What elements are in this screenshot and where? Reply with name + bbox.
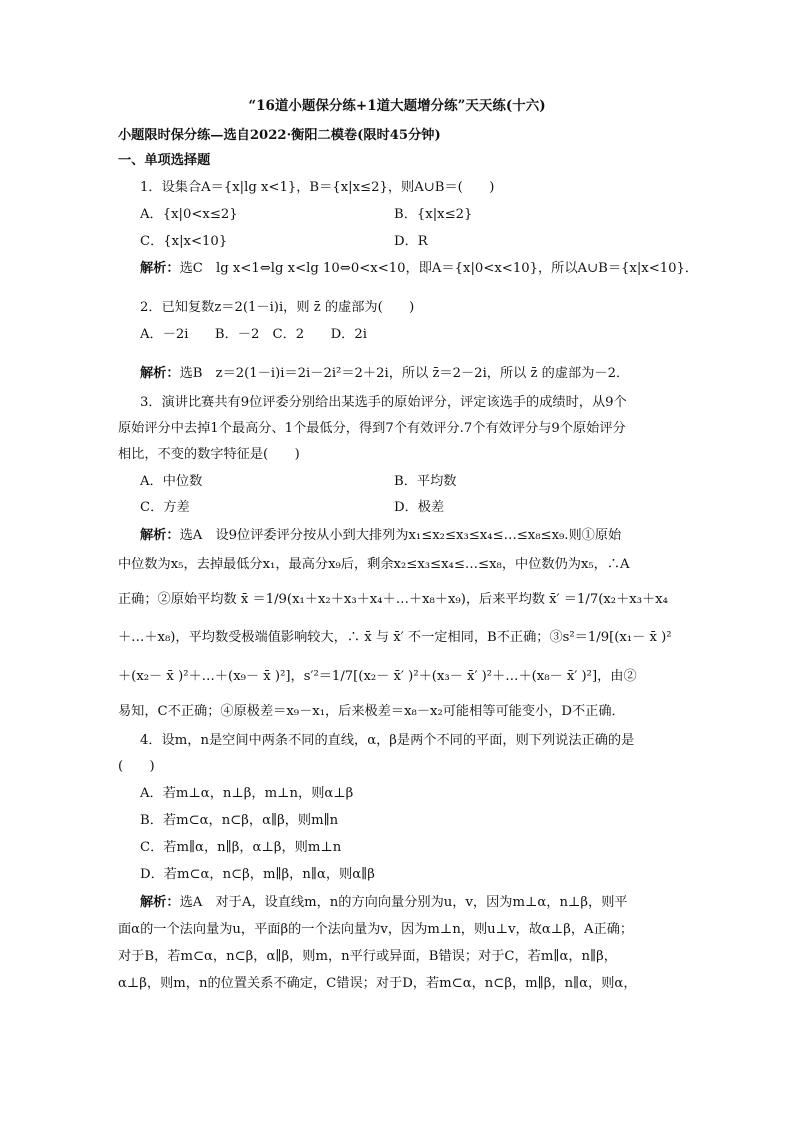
q3-solution-line2: 中位数为x₅，去掉最低分x₁，最高分x₉后，剩余x₂≤x₃≤x₄≤…≤x₈，中位数仍为x₅，∴A — [118, 557, 630, 572]
q4-stem-line2: ( ) — [118, 759, 155, 774]
q3-solution-line5: ＋(x₂－ x̄ )²＋…＋(x₉－ x̄ )²]，s′²＝1/7[(x₂－ x̄′ )²＋(x₃－ x̄′ )²＋…＋(x₈－ x̄′ )²]，由② — [118, 669, 637, 684]
q3-stem-line1: 3．演讲比赛共有9位评委分别给出某选手的原始评分，评定该选手的成绩时，从9个 — [140, 395, 627, 410]
solution-label: 解析： — [140, 261, 180, 276]
q4-solution-line3: 对于B，若m⊂α，n⊂β，α∥β，则m，n平行或异面，B错误；对于C，若m∥α，n∥β， — [118, 949, 617, 964]
q3-stem-line2: 原始评分中去掉1个最高分、1个最低分，得到7个有效评分.7个有效评分与9个原始评分 — [118, 421, 626, 436]
q4-solution-line1 — [140, 893, 628, 913]
section-heading: 一、单项选择题 — [118, 153, 211, 168]
q4-option-d: D．若m⊂α，n⊂β，m∥β，n∥α，则α∥β — [140, 867, 375, 882]
solution-label: 解析： — [140, 366, 180, 381]
q3-solution-line3: 正确；②原始平均数 x̄ ＝1/9(x₁＋x₂＋x₃＋x₄＋…＋x₈＋x₉)，后来平均数 x̄′ ＝1/7(x₂＋x₃＋x₄ — [118, 592, 668, 607]
q1-option-c: C．{x|x<10} — [140, 234, 228, 249]
page-title: “16道小题保分练+1道大题增分练”天天练(十六) — [248, 98, 546, 114]
q2-solution-text: 选B z＝2(1－i)i＝2i－2i²＝2＋2i，所以 z̄＝2－2i，所以 z̄ 的虚部为－2． — [179, 366, 630, 381]
q3-option-b: B．平均数 — [394, 474, 457, 489]
q3-option-d: D．极差 — [394, 500, 445, 515]
q4-option-a: A．若m⊥α，n⊥β，m⊥n，则α⊥β — [140, 786, 354, 801]
solution-label: 解析： — [140, 528, 180, 543]
page-subtitle: 小题限时保分练—选自2022·衡阳二模卷(限时45分钟) — [118, 128, 441, 143]
q3-solution-line4: ＋…＋x₈)，平均数受极端值影响较大，∴ x̄ 与 x̄′ 不一定相同，B不正确；③s²＝1/9[(x₁－ x̄ )² — [118, 630, 672, 645]
q1-option-b: B．{x|x≤2} — [394, 207, 473, 222]
q4-solution-line4: α⊥β，则m，n的位置关系不确定，C错误；对于D，若m⊂α，n⊂β，m∥β，n∥α，则α， — [118, 976, 637, 991]
q1-option-a: A．{x|0<x≤2} — [140, 207, 238, 222]
q3-solution-text: 选A 设9位评委评分按从小到大排列为x₁≤x₂≤x₃≤x₄≤…≤x₈≤x₉.则①原始 — [179, 528, 622, 543]
q4-solution-line2: 面α的一个法向量为u，平面β的一个法向量为v，因为m⊥n，则u⊥v，故α⊥β，A正确； — [118, 922, 634, 937]
q3-solution-line6: 易知，C不正确；④原极差＝x₉－x₁，后来极差＝x₈－x₂可能相等可能变小，D不正确． — [118, 704, 625, 719]
q4-solution-text: 选A 对于A，设直线m，n的方向向量分别为u，v，因为m⊥α，n⊥β，则平 — [179, 895, 628, 910]
q3-option-a: A．中位数 — [140, 474, 203, 489]
q4-option-c: C．若m∥α，n∥β，α⊥β，则m⊥n — [140, 840, 342, 855]
q3-solution-line1 — [140, 526, 621, 546]
q1-solution — [140, 259, 698, 279]
q1-option-d: D．R — [394, 234, 428, 249]
q2-stem: 2．已知复数z＝2(1－i)i，则 z̄ 的虚部为( ) — [140, 300, 415, 315]
q1-stem: 1．设集合A＝{x|lg x<1}，B＝{x|x≤2}，则A∪B＝( ) — [140, 180, 495, 195]
q3-option-c: C．方差 — [140, 500, 190, 515]
q4-stem-line1: 4．设m，n是空间中两条不同的直线，α，β是两个不同的平面，则下列说法正确的是 — [140, 733, 635, 748]
solution-label: 解析： — [140, 895, 180, 910]
q4-option-b: B．若m⊂α，n⊂β，α∥β，则m∥n — [140, 813, 339, 828]
q2-options: A．－2i B．－2 C．2 D．2i — [140, 327, 367, 342]
q2-solution — [140, 364, 629, 384]
q1-solution-text: 选C lg x<1⇔lg x<lg 10⇔0<x<10，即A＝{x|0<x<10}，所以A∪B＝{x|x<10}． — [179, 261, 699, 276]
q3-stem-line3: 相比，不变的数字特征是( ) — [118, 447, 300, 462]
